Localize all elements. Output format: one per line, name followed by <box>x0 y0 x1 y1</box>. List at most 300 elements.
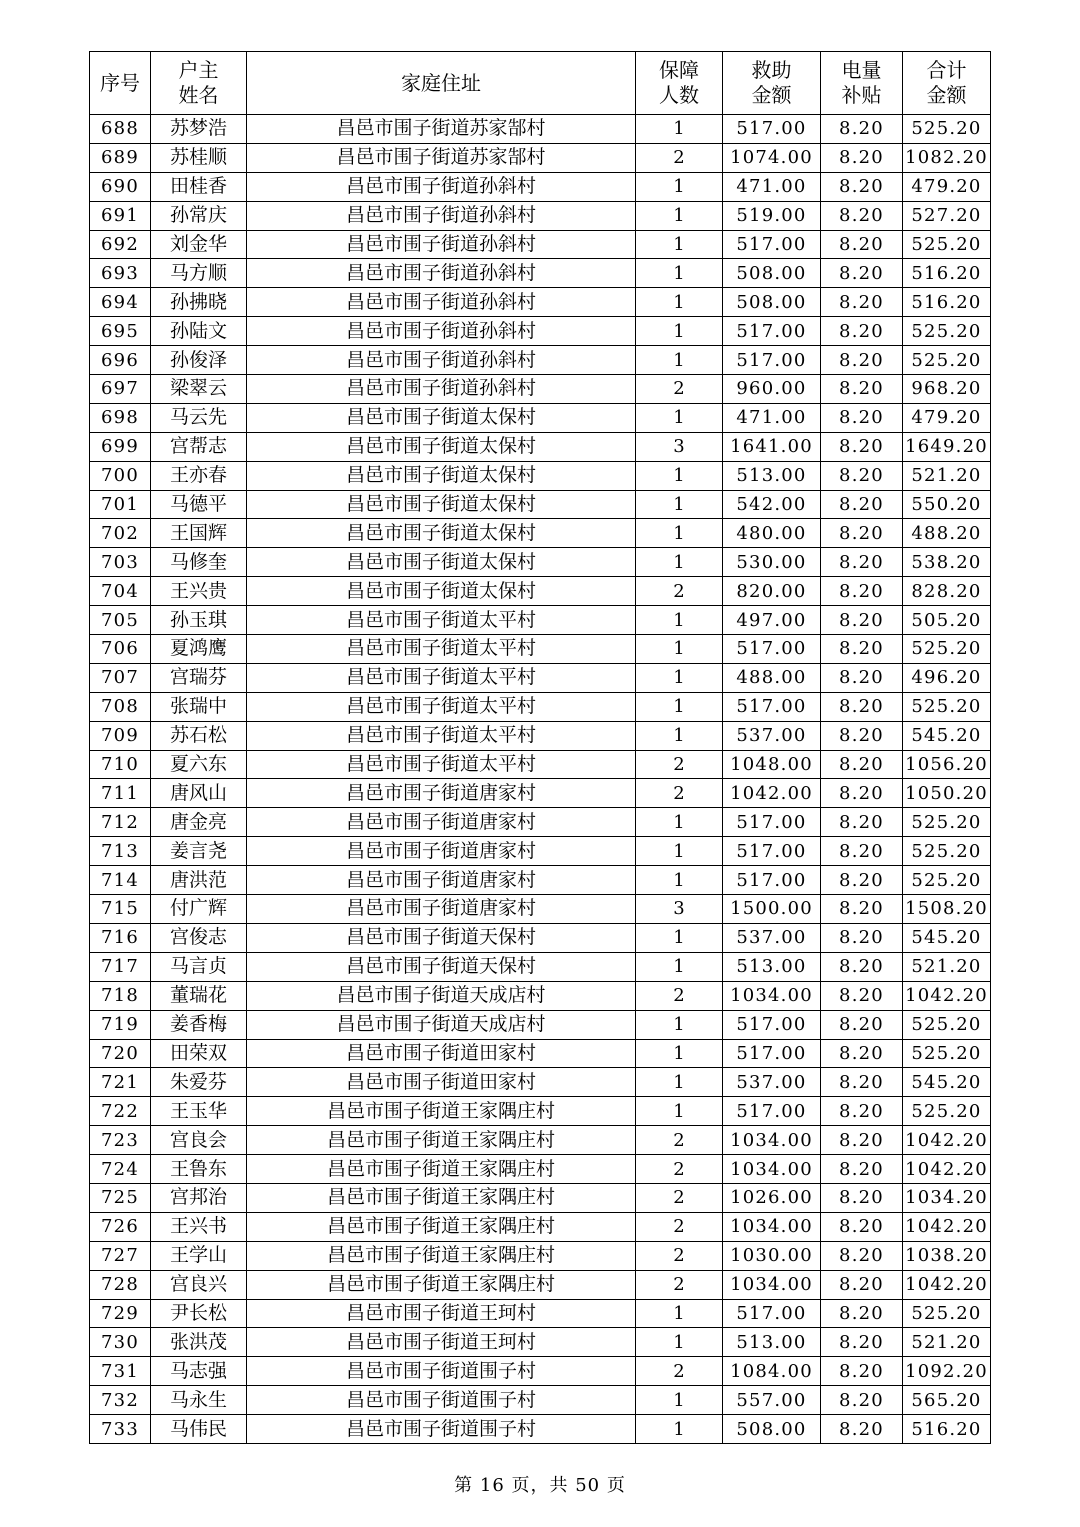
table-row <box>90 1386 991 1415</box>
power-cell: 8.20 <box>821 721 903 750</box>
table-row <box>90 259 991 288</box>
table-row <box>90 490 991 519</box>
total-cell: 525.20 <box>903 1097 991 1126</box>
header-electricity-subsidy: 电量 补贴 <box>821 52 903 115</box>
power-cell: 8.20 <box>821 1010 903 1039</box>
name-cell: 夏鸿鹰 <box>151 635 247 664</box>
name-cell: 孙常庆 <box>151 201 247 230</box>
seq-cell: 701 <box>90 490 151 519</box>
name-cell: 马永生 <box>151 1386 247 1415</box>
people-cell: 1 <box>636 663 723 692</box>
address-cell: 昌邑市围子街道太保村 <box>247 548 636 577</box>
people-cell: 1 <box>636 866 723 895</box>
name-cell: 苏梦浩 <box>151 115 247 144</box>
address-cell: 昌邑市围子街道太保村 <box>247 519 636 548</box>
table-row <box>90 750 991 779</box>
name-cell: 唐金亮 <box>151 808 247 837</box>
name-cell: 张瑞中 <box>151 692 247 721</box>
name-cell: 宫帮志 <box>151 432 247 461</box>
name-cell: 梁翠云 <box>151 375 247 404</box>
address-cell: 昌邑市围子街道围子村 <box>247 1415 636 1444</box>
people-cell: 1 <box>636 808 723 837</box>
people-cell: 1 <box>636 692 723 721</box>
name-cell: 马修奎 <box>151 548 247 577</box>
total-cell: 1034.20 <box>903 1183 991 1212</box>
seq-cell: 716 <box>90 923 151 952</box>
seq-cell: 733 <box>90 1415 151 1444</box>
total-cell: 525.20 <box>903 837 991 866</box>
total-cell: 545.20 <box>903 923 991 952</box>
seq-cell: 709 <box>90 721 151 750</box>
table-row <box>90 1010 991 1039</box>
address-cell: 昌邑市围子街道苏家郜村 <box>247 115 636 144</box>
people-cell: 2 <box>636 143 723 172</box>
aid-cell: 557.00 <box>723 1386 821 1415</box>
total-cell: 525.20 <box>903 692 991 721</box>
table-row <box>90 432 991 461</box>
total-cell: 1092.20 <box>903 1357 991 1386</box>
power-cell: 8.20 <box>821 635 903 664</box>
address-cell: 昌邑市围子街道太平村 <box>247 606 636 635</box>
seq-cell: 698 <box>90 403 151 432</box>
table-row <box>90 1155 991 1184</box>
aid-cell: 471.00 <box>723 172 821 201</box>
total-cell: 550.20 <box>903 490 991 519</box>
aid-cell: 1034.00 <box>723 981 821 1010</box>
table-row <box>90 317 991 346</box>
seq-cell: 714 <box>90 866 151 895</box>
power-cell: 8.20 <box>821 1155 903 1184</box>
total-cell: 1508.20 <box>903 895 991 924</box>
power-cell: 8.20 <box>821 317 903 346</box>
aid-cell: 517.00 <box>723 115 821 144</box>
aid-cell: 508.00 <box>723 1415 821 1444</box>
people-cell: 1 <box>636 115 723 144</box>
table-row <box>90 577 991 606</box>
table-row <box>90 1068 991 1097</box>
people-cell: 1 <box>636 1386 723 1415</box>
aid-cell: 1500.00 <box>723 895 821 924</box>
power-cell: 8.20 <box>821 1386 903 1415</box>
people-cell: 2 <box>636 750 723 779</box>
header-covered-people: 保障 人数 <box>636 52 723 115</box>
people-cell: 2 <box>636 1212 723 1241</box>
seq-cell: 717 <box>90 952 151 981</box>
total-cell: 496.20 <box>903 663 991 692</box>
people-cell: 1 <box>636 490 723 519</box>
address-cell: 昌邑市围子街道围子村 <box>247 1386 636 1415</box>
aid-cell: 519.00 <box>723 201 821 230</box>
seq-cell: 693 <box>90 259 151 288</box>
power-cell: 8.20 <box>821 230 903 259</box>
address-cell: 昌邑市围子街道太平村 <box>247 750 636 779</box>
address-cell: 昌邑市围子街道围子村 <box>247 1357 636 1386</box>
people-cell: 1 <box>636 346 723 375</box>
people-cell: 2 <box>636 1155 723 1184</box>
seq-cell: 730 <box>90 1328 151 1357</box>
total-cell: 538.20 <box>903 548 991 577</box>
table-row <box>90 519 991 548</box>
seq-cell: 691 <box>90 201 151 230</box>
table-row <box>90 1415 991 1444</box>
power-cell: 8.20 <box>821 692 903 721</box>
aid-cell: 517.00 <box>723 346 821 375</box>
aid-cell: 480.00 <box>723 519 821 548</box>
seq-cell: 708 <box>90 692 151 721</box>
people-cell: 1 <box>636 1068 723 1097</box>
table-row <box>90 1299 991 1328</box>
aid-cell: 497.00 <box>723 606 821 635</box>
address-cell: 昌邑市围子街道太平村 <box>247 663 636 692</box>
header-address: 家庭住址 <box>247 52 636 115</box>
address-cell: 昌邑市围子街道唐家村 <box>247 895 636 924</box>
power-cell: 8.20 <box>821 115 903 144</box>
name-cell: 王玉华 <box>151 1097 247 1126</box>
power-cell: 8.20 <box>821 808 903 837</box>
table-row <box>90 461 991 490</box>
aid-cell: 513.00 <box>723 1328 821 1357</box>
seq-cell: 731 <box>90 1357 151 1386</box>
total-cell: 525.20 <box>903 230 991 259</box>
address-cell: 昌邑市围子街道孙斜村 <box>247 375 636 404</box>
power-cell: 8.20 <box>821 490 903 519</box>
aid-cell: 1074.00 <box>723 143 821 172</box>
name-cell: 孙俊泽 <box>151 346 247 375</box>
table-row <box>90 346 991 375</box>
name-cell: 苏桂顺 <box>151 143 247 172</box>
address-cell: 昌邑市围子街道孙斜村 <box>247 317 636 346</box>
seq-cell: 719 <box>90 1010 151 1039</box>
power-cell: 8.20 <box>821 1270 903 1299</box>
total-cell: 525.20 <box>903 346 991 375</box>
address-cell: 昌邑市围子街道王家隅庄村 <box>247 1241 636 1270</box>
table-row <box>90 375 991 404</box>
aid-cell: 517.00 <box>723 1097 821 1126</box>
seq-cell: 702 <box>90 519 151 548</box>
name-cell: 刘金华 <box>151 230 247 259</box>
power-cell: 8.20 <box>821 981 903 1010</box>
header-row <box>90 52 991 115</box>
address-cell: 昌邑市围子街道天成店村 <box>247 981 636 1010</box>
table-row <box>90 808 991 837</box>
table-row <box>90 779 991 808</box>
name-cell: 朱爱芬 <box>151 1068 247 1097</box>
address-cell: 昌邑市围子街道太保村 <box>247 490 636 519</box>
aid-cell: 1641.00 <box>723 432 821 461</box>
seq-cell: 696 <box>90 346 151 375</box>
address-cell: 昌邑市围子街道王家隅庄村 <box>247 1183 636 1212</box>
seq-cell: 729 <box>90 1299 151 1328</box>
total-cell: 1042.20 <box>903 1155 991 1184</box>
name-cell: 田荣双 <box>151 1039 247 1068</box>
address-cell: 昌邑市围子街道苏家郜村 <box>247 143 636 172</box>
seq-cell: 690 <box>90 172 151 201</box>
table-row <box>90 115 991 144</box>
table-row <box>90 895 991 924</box>
seq-cell: 732 <box>90 1386 151 1415</box>
people-cell: 1 <box>636 317 723 346</box>
people-cell: 1 <box>636 288 723 317</box>
name-cell: 马伟民 <box>151 1415 247 1444</box>
seq-cell: 718 <box>90 981 151 1010</box>
aid-cell: 1030.00 <box>723 1241 821 1270</box>
people-cell: 3 <box>636 895 723 924</box>
table-row <box>90 172 991 201</box>
table-row <box>90 1357 991 1386</box>
name-cell: 夏六东 <box>151 750 247 779</box>
address-cell: 昌邑市围子街道王家隅庄村 <box>247 1212 636 1241</box>
power-cell: 8.20 <box>821 895 903 924</box>
address-cell: 昌邑市围子街道太保村 <box>247 461 636 490</box>
name-cell: 宫良会 <box>151 1126 247 1155</box>
total-cell: 828.20 <box>903 577 991 606</box>
address-cell: 昌邑市围子街道孙斜村 <box>247 259 636 288</box>
total-cell: 565.20 <box>903 1386 991 1415</box>
total-cell: 479.20 <box>903 172 991 201</box>
total-cell: 516.20 <box>903 1415 991 1444</box>
address-cell: 昌邑市围子街道孙斜村 <box>247 288 636 317</box>
aid-cell: 517.00 <box>723 317 821 346</box>
table-row <box>90 230 991 259</box>
seq-cell: 699 <box>90 432 151 461</box>
total-cell: 1082.20 <box>903 143 991 172</box>
aid-cell: 537.00 <box>723 923 821 952</box>
power-cell: 8.20 <box>821 1357 903 1386</box>
seq-cell: 705 <box>90 606 151 635</box>
table-row <box>90 692 991 721</box>
people-cell: 2 <box>636 1126 723 1155</box>
aid-cell: 517.00 <box>723 1010 821 1039</box>
aid-cell: 517.00 <box>723 837 821 866</box>
total-cell: 479.20 <box>903 403 991 432</box>
total-cell: 1042.20 <box>903 1126 991 1155</box>
seq-cell: 723 <box>90 1126 151 1155</box>
address-cell: 昌邑市围子街道太平村 <box>247 721 636 750</box>
aid-cell: 537.00 <box>723 1068 821 1097</box>
people-cell: 3 <box>636 432 723 461</box>
name-cell: 王兴贵 <box>151 577 247 606</box>
total-cell: 968.20 <box>903 375 991 404</box>
name-cell: 马德平 <box>151 490 247 519</box>
address-cell: 昌邑市围子街道王家隅庄村 <box>247 1155 636 1184</box>
power-cell: 8.20 <box>821 1241 903 1270</box>
aid-cell: 517.00 <box>723 635 821 664</box>
name-cell: 孙陆文 <box>151 317 247 346</box>
name-cell: 王国辉 <box>151 519 247 548</box>
address-cell: 昌邑市围子街道王家隅庄村 <box>247 1270 636 1299</box>
total-cell: 488.20 <box>903 519 991 548</box>
name-cell: 宫俊志 <box>151 923 247 952</box>
name-cell: 田桂香 <box>151 172 247 201</box>
power-cell: 8.20 <box>821 1183 903 1212</box>
total-cell: 525.20 <box>903 808 991 837</box>
total-cell: 1038.20 <box>903 1241 991 1270</box>
power-cell: 8.20 <box>821 952 903 981</box>
aid-cell: 517.00 <box>723 230 821 259</box>
people-cell: 2 <box>636 1241 723 1270</box>
power-cell: 8.20 <box>821 1415 903 1444</box>
table-row <box>90 143 991 172</box>
power-cell: 8.20 <box>821 432 903 461</box>
people-cell: 1 <box>636 548 723 577</box>
address-cell: 昌邑市围子街道天保村 <box>247 923 636 952</box>
table-row <box>90 1039 991 1068</box>
people-cell: 1 <box>636 606 723 635</box>
power-cell: 8.20 <box>821 1299 903 1328</box>
seq-cell: 692 <box>90 230 151 259</box>
power-cell: 8.20 <box>821 663 903 692</box>
seq-cell: 711 <box>90 779 151 808</box>
address-cell: 昌邑市围子街道唐家村 <box>247 837 636 866</box>
seq-cell: 695 <box>90 317 151 346</box>
header-seq: 序号 <box>90 52 151 115</box>
page-footer: 第 16 页，共 50 页 <box>454 1475 626 1496</box>
aid-cell: 513.00 <box>723 952 821 981</box>
table-row <box>90 923 991 952</box>
address-cell: 昌邑市围子街道王家隅庄村 <box>247 1097 636 1126</box>
table-row <box>90 1183 991 1212</box>
address-cell: 昌邑市围子街道太平村 <box>247 635 636 664</box>
people-cell: 2 <box>636 577 723 606</box>
aid-cell: 1042.00 <box>723 779 821 808</box>
address-cell: 昌邑市围子街道孙斜村 <box>247 172 636 201</box>
name-cell: 孙拂晓 <box>151 288 247 317</box>
seq-cell: 689 <box>90 143 151 172</box>
table-row <box>90 1212 991 1241</box>
seq-cell: 704 <box>90 577 151 606</box>
header-aid-amount: 救助 金额 <box>723 52 821 115</box>
table-row <box>90 1328 991 1357</box>
aid-cell: 1034.00 <box>723 1155 821 1184</box>
total-cell: 1050.20 <box>903 779 991 808</box>
total-cell: 521.20 <box>903 952 991 981</box>
power-cell: 8.20 <box>821 1068 903 1097</box>
total-cell: 525.20 <box>903 1299 991 1328</box>
total-cell: 1649.20 <box>903 432 991 461</box>
power-cell: 8.20 <box>821 1212 903 1241</box>
people-cell: 1 <box>636 1415 723 1444</box>
name-cell: 唐风山 <box>151 779 247 808</box>
name-cell: 马志强 <box>151 1357 247 1386</box>
table-row <box>90 981 991 1010</box>
total-cell: 527.20 <box>903 201 991 230</box>
total-cell: 525.20 <box>903 317 991 346</box>
seq-cell: 697 <box>90 375 151 404</box>
seq-cell: 726 <box>90 1212 151 1241</box>
seq-cell: 715 <box>90 895 151 924</box>
people-cell: 1 <box>636 923 723 952</box>
address-cell: 昌邑市围子街道太保村 <box>247 403 636 432</box>
total-cell: 525.20 <box>903 866 991 895</box>
seq-cell: 710 <box>90 750 151 779</box>
aid-cell: 508.00 <box>723 259 821 288</box>
power-cell: 8.20 <box>821 288 903 317</box>
power-cell: 8.20 <box>821 375 903 404</box>
table-row <box>90 837 991 866</box>
address-cell: 昌邑市围子街道太平村 <box>247 692 636 721</box>
total-cell: 521.20 <box>903 461 991 490</box>
aid-cell: 820.00 <box>723 577 821 606</box>
aid-cell: 1034.00 <box>723 1270 821 1299</box>
table-row <box>90 606 991 635</box>
seq-cell: 694 <box>90 288 151 317</box>
relief-roster-table <box>89 51 991 1444</box>
people-cell: 1 <box>636 1039 723 1068</box>
total-cell: 1056.20 <box>903 750 991 779</box>
power-cell: 8.20 <box>821 923 903 952</box>
people-cell: 1 <box>636 1010 723 1039</box>
total-cell: 505.20 <box>903 606 991 635</box>
power-cell: 8.20 <box>821 403 903 432</box>
total-cell: 516.20 <box>903 288 991 317</box>
people-cell: 1 <box>636 837 723 866</box>
name-cell: 尹长松 <box>151 1299 247 1328</box>
power-cell: 8.20 <box>821 172 903 201</box>
aid-cell: 960.00 <box>723 375 821 404</box>
address-cell: 昌邑市围子街道孙斜村 <box>247 201 636 230</box>
address-cell: 昌邑市围子街道唐家村 <box>247 808 636 837</box>
aid-cell: 471.00 <box>723 403 821 432</box>
address-cell: 昌邑市围子街道孙斜村 <box>247 230 636 259</box>
people-cell: 2 <box>636 779 723 808</box>
people-cell: 1 <box>636 952 723 981</box>
seq-cell: 725 <box>90 1183 151 1212</box>
address-cell: 昌邑市围子街道王珂村 <box>247 1299 636 1328</box>
power-cell: 8.20 <box>821 346 903 375</box>
power-cell: 8.20 <box>821 201 903 230</box>
address-cell: 昌邑市围子街道田家村 <box>247 1068 636 1097</box>
seq-cell: 707 <box>90 663 151 692</box>
people-cell: 1 <box>636 721 723 750</box>
table-row <box>90 288 991 317</box>
aid-cell: 530.00 <box>723 548 821 577</box>
aid-cell: 537.00 <box>723 721 821 750</box>
power-cell: 8.20 <box>821 779 903 808</box>
power-cell: 8.20 <box>821 1328 903 1357</box>
address-cell: 昌邑市围子街道天保村 <box>247 952 636 981</box>
people-cell: 1 <box>636 172 723 201</box>
seq-cell: 720 <box>90 1039 151 1068</box>
power-cell: 8.20 <box>821 548 903 577</box>
name-cell: 马方顺 <box>151 259 247 288</box>
address-cell: 昌邑市围子街道孙斜村 <box>247 346 636 375</box>
table-body <box>90 115 991 1444</box>
power-cell: 8.20 <box>821 1097 903 1126</box>
name-cell: 付广辉 <box>151 895 247 924</box>
power-cell: 8.20 <box>821 837 903 866</box>
power-cell: 8.20 <box>821 1126 903 1155</box>
power-cell: 8.20 <box>821 461 903 490</box>
table-row <box>90 201 991 230</box>
table-row <box>90 663 991 692</box>
power-cell: 8.20 <box>821 606 903 635</box>
aid-cell: 517.00 <box>723 808 821 837</box>
aid-cell: 1084.00 <box>723 1357 821 1386</box>
name-cell: 宫瑞芬 <box>151 663 247 692</box>
seq-cell: 712 <box>90 808 151 837</box>
header-householder-name: 户主 姓名 <box>151 52 247 115</box>
name-cell: 马言贞 <box>151 952 247 981</box>
name-cell: 张洪茂 <box>151 1328 247 1357</box>
total-cell: 525.20 <box>903 1010 991 1039</box>
power-cell: 8.20 <box>821 750 903 779</box>
table-row <box>90 952 991 981</box>
address-cell: 昌邑市围子街道天成店村 <box>247 1010 636 1039</box>
people-cell: 1 <box>636 403 723 432</box>
name-cell: 王学山 <box>151 1241 247 1270</box>
name-cell: 董瑞花 <box>151 981 247 1010</box>
address-cell: 昌邑市围子街道唐家村 <box>247 866 636 895</box>
